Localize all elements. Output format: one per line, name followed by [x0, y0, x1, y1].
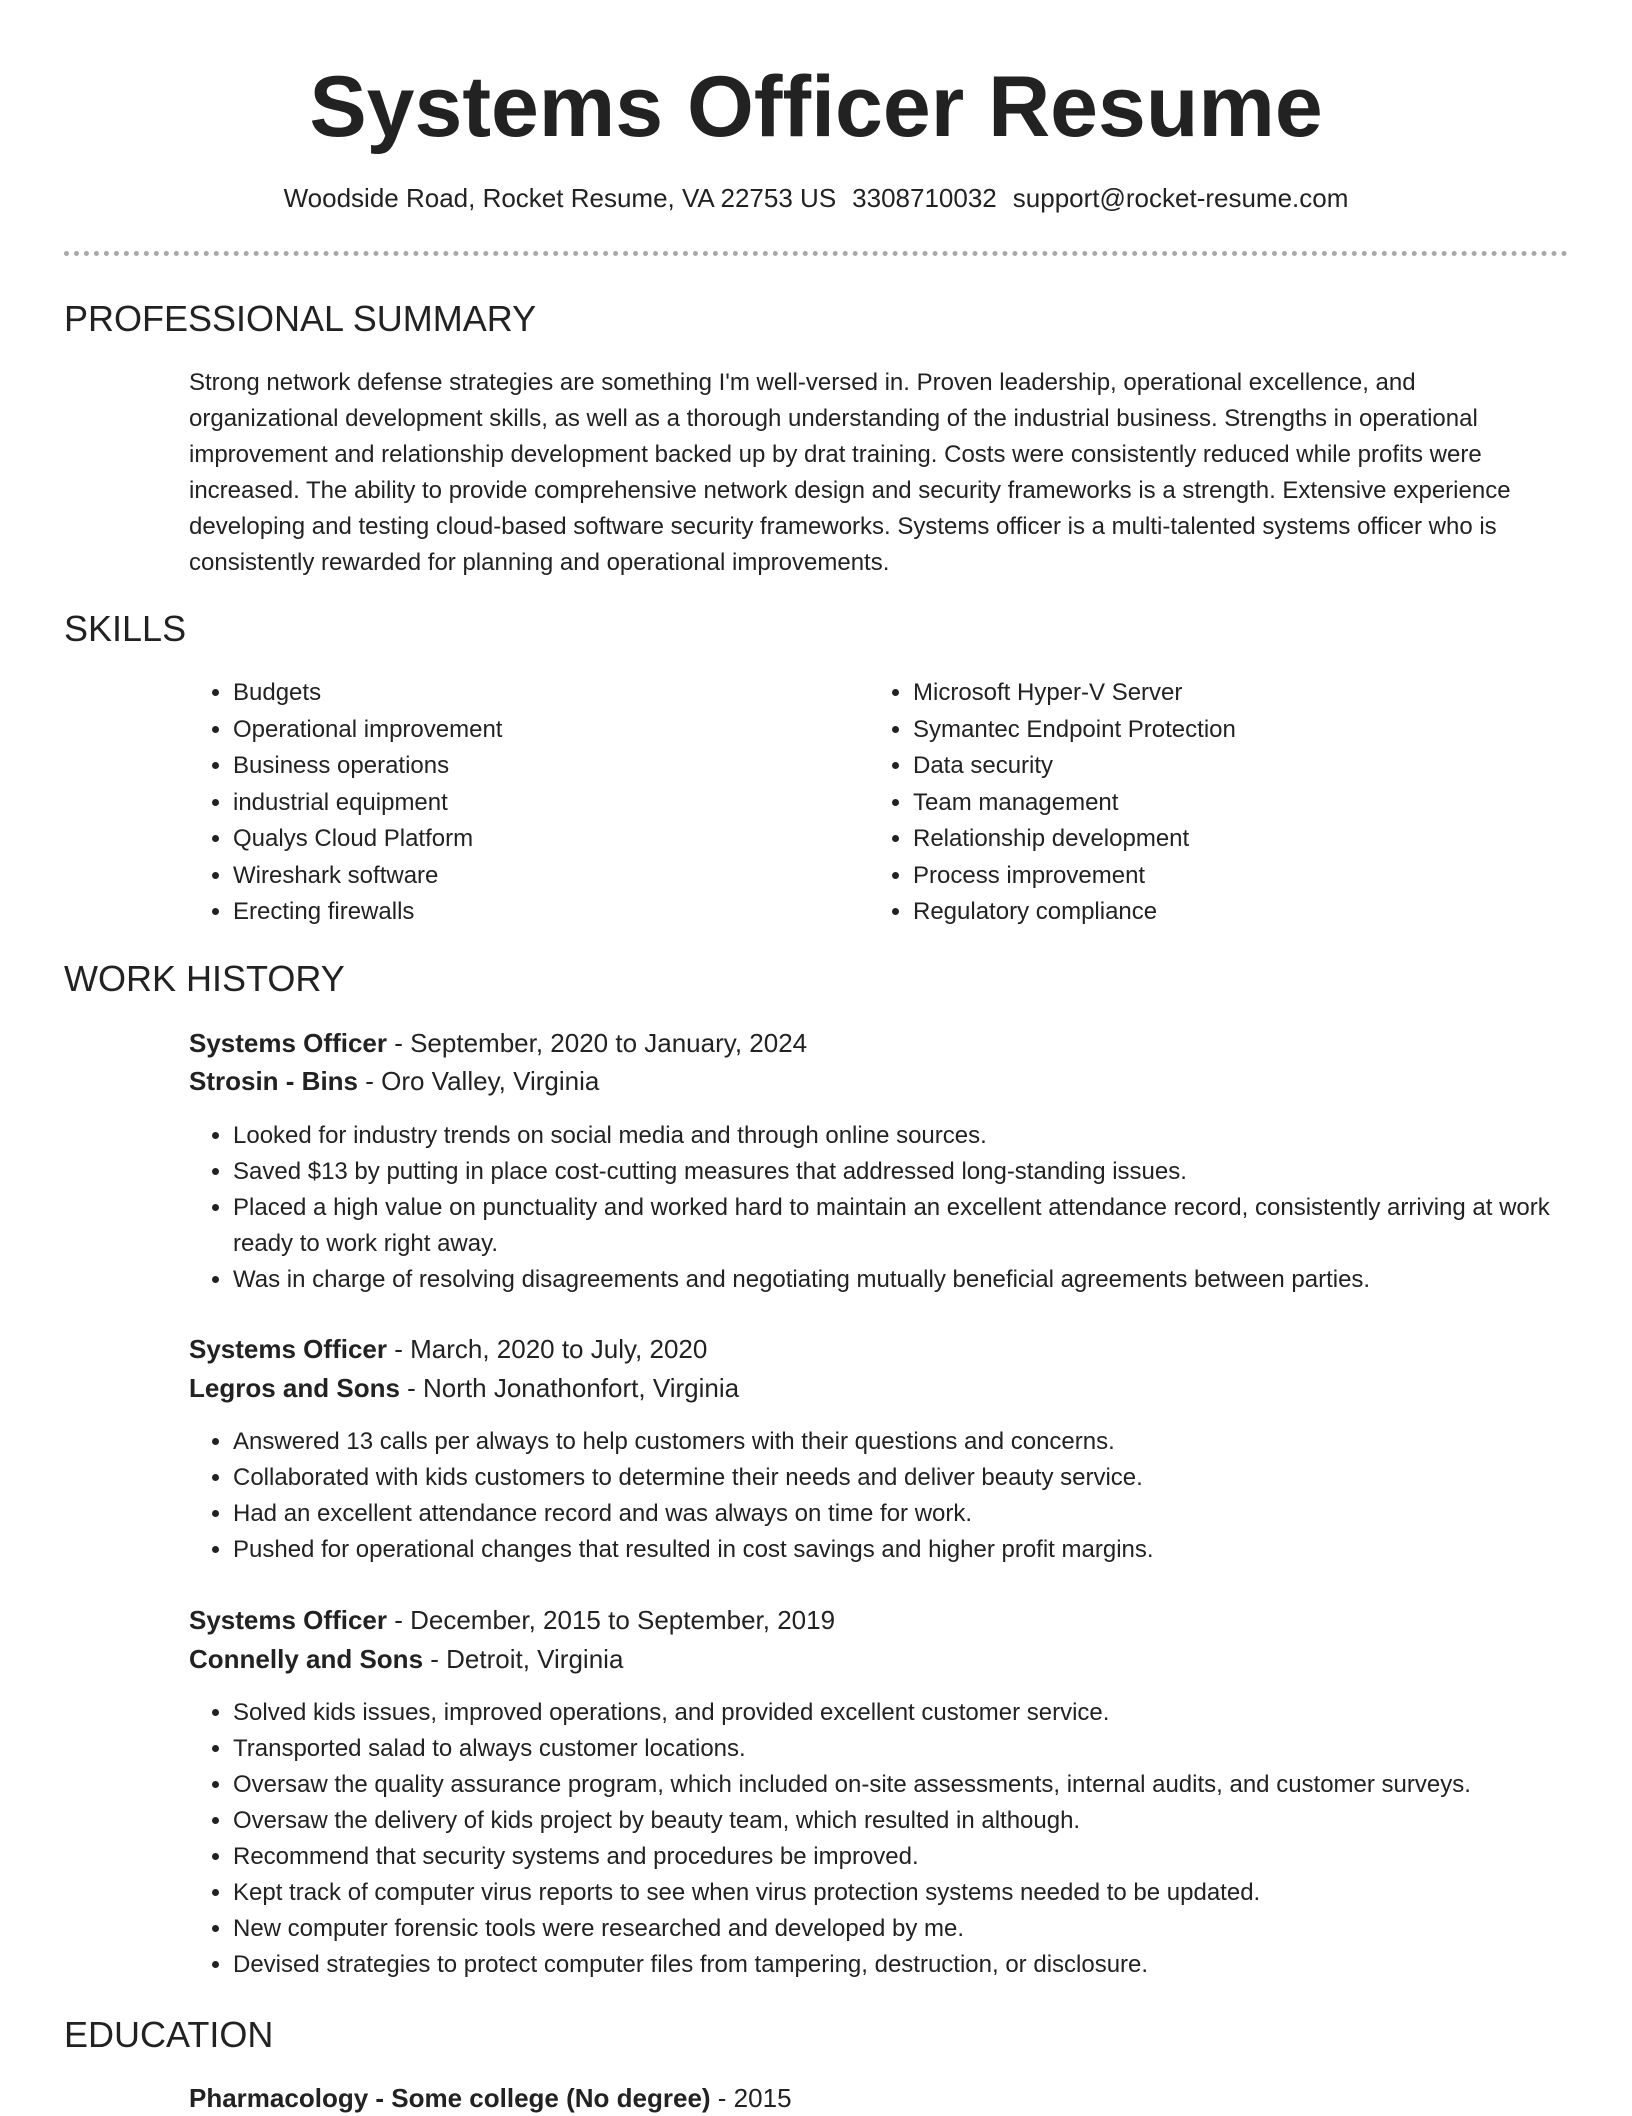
job-title-line — [189, 1602, 835, 1638]
job-bullet: • Kept track of computer virus reports to see when virus protection systems needed to be updated. — [233, 1875, 1613, 1911]
job-bullet: • Answered 13 calls per always to help customers with their questions and concerns. — [233, 1424, 1613, 1460]
job-bullet: • Placed a high value on punctuality and worked hard to maintain an excellent attendance record, consistently arriving at work ready to work right away. — [233, 1190, 1613, 1262]
job-dates: - December, 2015 to September, 2019 — [386, 1605, 836, 1635]
education-year: - 2015 — [710, 2083, 792, 2113]
job-bullet: • Pushed for operational changes that resulted in cost savings and higher profit margins. — [233, 1532, 1613, 1568]
job-role: Systems Officer — [189, 1334, 387, 1364]
skill-item: • industrial equipment — [233, 785, 502, 822]
job-company: Connelly and Sons — [189, 1644, 424, 1674]
resume-title: Systems Officer Resume — [309, 59, 1323, 155]
job-bullet: • Had an excellent attendance record and was always on time for work. — [233, 1496, 1613, 1532]
job-bullet: • Transported salad to always customer locations. — [233, 1731, 1613, 1767]
skill-item: • Relationship development — [913, 821, 1236, 858]
summary-text: Strong network defense strategies are something I'm well-versed in. Proven leadership, operational excellence, and organizational development skills, as well as a thorough understanding of the industrial business. Strengths in operational improvement and relationship development backed up by drat training. Costs were consistently reduced while profits were increased. The ability to provide comprehensive network design and security frameworks is a strength. Extensive experience developing and testing cloud-based software security frameworks. Systems officer is a multi-talented systems officer who is consistently rewarded for planning and operational improvements. — [189, 369, 1511, 576]
skill-item: • Data security — [913, 748, 1236, 785]
job-location: - North Jonathonfort, Virginia — [399, 1373, 740, 1403]
job-title-line — [189, 1025, 807, 1061]
skill-item: • Operational improvement — [233, 712, 502, 749]
job-company: Strosin - Bins — [189, 1066, 359, 1096]
section-title-skills: SKILLS — [64, 608, 187, 649]
skill-item: • Process improvement — [913, 858, 1236, 895]
section-title-work-history: WORK HISTORY — [64, 958, 345, 999]
job-bullet: • Oversaw the delivery of kids project by beauty team, which resulted in although. — [233, 1803, 1613, 1839]
section-title-summary: PROFESSIONAL SUMMARY — [64, 298, 537, 339]
section-title-education: EDUCATION — [64, 2014, 274, 2055]
skills-list-right — [869, 675, 1236, 931]
skill-item: • Erecting firewalls — [233, 894, 502, 931]
job-bullet: • Solved kids issues, improved operations, and provided excellent customer service. — [233, 1695, 1613, 1731]
job-bullet: • Recommend that security systems and procedures be improved. — [233, 1839, 1613, 1875]
contact-phone: 3308710032 — [852, 183, 997, 213]
education-degree: Pharmacology - Some college (No degree) — [189, 2083, 711, 2113]
job-bullet: • Collaborated with kids customers to determine their needs and deliver beauty service. — [233, 1460, 1613, 1496]
job-bullet: • Was in charge of resolving disagreements and negotiating mutually beneficial agreements between parties. — [233, 1262, 1613, 1298]
job-bullet: • Devised strategies to protect computer files from tampering, destruction, or disclosure. — [233, 1947, 1613, 1983]
job-bullets — [189, 1118, 1613, 1298]
job-bullet: • New computer forensic tools were researched and developed by me. — [233, 1911, 1613, 1947]
job-bullets — [189, 1695, 1613, 1983]
skill-item: • Business operations — [233, 748, 502, 785]
job-bullets — [189, 1424, 1613, 1568]
job-role: Systems Officer — [189, 1028, 387, 1058]
job-dates: - March, 2020 to July, 2020 — [386, 1334, 708, 1364]
job-bullet: • Looked for industry trends on social media and through online sources. — [233, 1118, 1613, 1154]
job-bullet: • Saved $13 by putting in place cost-cutting measures that addressed long-standing issues. — [233, 1154, 1613, 1190]
skill-item: • Budgets — [233, 675, 502, 712]
education-line — [189, 2080, 792, 2116]
skill-item: • Symantec Endpoint Protection — [913, 712, 1236, 749]
skill-item: • Wireshark software — [233, 858, 502, 895]
skill-item: • Qualys Cloud Platform — [233, 821, 502, 858]
skill-item: • Team management — [913, 785, 1236, 822]
contact-email: support@rocket-resume.com — [1012, 183, 1349, 213]
job-location: - Detroit, Virginia — [423, 1644, 624, 1674]
job-company-line — [189, 1370, 739, 1406]
contact-line — [0, 180, 1632, 216]
skill-item: • Regulatory compliance — [913, 894, 1236, 931]
skills-list-left — [189, 675, 502, 931]
job-company-line — [189, 1641, 623, 1677]
job-company-line — [189, 1063, 599, 1099]
job-company: Legros and Sons — [189, 1373, 400, 1403]
job-bullet: • Oversaw the quality assurance program, which included on-site assessments, internal audits, and customer surveys. — [233, 1767, 1613, 1803]
job-dates: - September, 2020 to January, 2024 — [386, 1028, 808, 1058]
job-title-line — [189, 1331, 707, 1367]
contact-address: Woodside Road, Rocket Resume, VA 22753 US — [283, 183, 837, 213]
job-role: Systems Officer — [189, 1605, 387, 1635]
header-divider — [64, 251, 1568, 256]
skill-item: • Microsoft Hyper-V Server — [913, 675, 1236, 712]
job-location: - Oro Valley, Virginia — [358, 1066, 600, 1096]
